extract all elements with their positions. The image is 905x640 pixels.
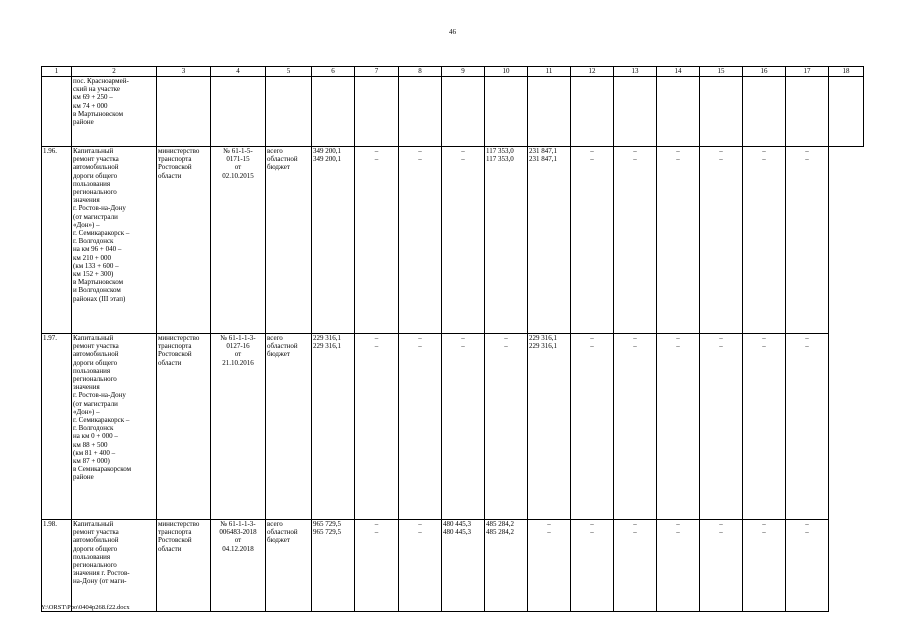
empty-value: – (461, 147, 465, 155)
column-number: 3 (157, 67, 211, 77)
amount-cell (312, 334, 355, 520)
amount-cell (442, 520, 485, 612)
empty-value: – (762, 147, 766, 155)
amount-cell (485, 147, 528, 334)
amount-value: 231 847,1 (529, 155, 557, 163)
amount-value: 480 445,3 (443, 528, 471, 536)
amount-cell (528, 147, 571, 334)
empty-value: – (676, 147, 680, 155)
empty-value: – (374, 334, 379, 342)
column-number: 18 (829, 67, 864, 77)
column-number: 14 (657, 67, 700, 77)
funding-source: областной бюджет (267, 342, 298, 359)
empty-value: – (633, 342, 637, 350)
column-number-row (42, 67, 864, 77)
amount-cell (657, 147, 700, 334)
amount-cell (786, 147, 829, 334)
amount-cell (355, 520, 399, 612)
document-number: № 61-1-1-3- 006483-2018 от 04.12.2018 (211, 520, 266, 612)
amount-cell (614, 334, 657, 520)
continuation-row (42, 77, 864, 147)
empty-value: – (805, 147, 809, 155)
amount-cell (786, 334, 829, 520)
amount-value: 485 284,2 (486, 528, 514, 536)
column-number: 1 (42, 67, 72, 77)
funding-source: областной бюджет (267, 155, 298, 172)
amount-cell (399, 147, 442, 334)
amount-cell (442, 147, 485, 334)
empty-value: – (374, 147, 379, 155)
column-number: 5 (266, 67, 312, 77)
amount-value: 480 445,3 (443, 520, 471, 528)
empty-value: – (374, 342, 379, 350)
customer: министерство транспорта Ростовской области (157, 147, 211, 334)
empty-value: – (676, 155, 680, 163)
customer: министерство транспорта Ростовской области (157, 334, 211, 520)
column-number: 11 (528, 67, 571, 77)
empty-value: – (418, 155, 422, 163)
empty-value: – (762, 520, 766, 528)
empty-value: – (719, 155, 723, 163)
empty-value: – (590, 334, 594, 342)
page-number: 46 (449, 28, 456, 36)
amount-cell (312, 147, 355, 334)
empty-value: – (590, 520, 594, 528)
column-number: 4 (211, 67, 266, 77)
amount-cell (571, 520, 614, 612)
amount-value: 231 847,1 (529, 147, 557, 155)
column-number: 12 (571, 67, 614, 77)
row-number: 1.98. (42, 520, 72, 612)
program-table (41, 66, 864, 612)
amount-value: 117 353,0 (486, 147, 514, 155)
amount-cell (399, 334, 442, 520)
empty-value: – (805, 334, 809, 342)
empty-value: – (633, 147, 637, 155)
empty-value: – (461, 342, 465, 350)
empty-value: – (633, 155, 637, 163)
amount-value: 229 316,1 (529, 342, 557, 350)
document-number: № 61-1-5- 0171-15 от 02.10.2015 (211, 147, 266, 334)
funding-source-cell (266, 147, 312, 334)
funding-source: всего (267, 334, 283, 342)
amount-cell (700, 147, 743, 334)
empty-value: – (762, 334, 766, 342)
row-number: 1.96. (42, 147, 72, 334)
empty-value: – (633, 528, 637, 536)
empty-value: – (590, 342, 594, 350)
column-number: 8 (399, 67, 442, 77)
empty-value: – (547, 520, 551, 528)
empty-value: – (504, 334, 508, 342)
column-number: 16 (743, 67, 786, 77)
empty-value: – (590, 528, 594, 536)
table-row (42, 334, 864, 520)
column-number: 9 (442, 67, 485, 77)
amount-value: 485 284,2 (486, 520, 514, 528)
amount-value: 349 200,1 (313, 155, 341, 163)
amount-value: 965 729,5 (313, 528, 341, 536)
empty-value: – (676, 520, 680, 528)
funding-source-cell (266, 520, 312, 612)
funding-source: областной бюджет (267, 528, 298, 545)
amount-cell (442, 334, 485, 520)
empty-value: – (719, 342, 723, 350)
empty-value: – (590, 155, 594, 163)
empty-value: – (676, 528, 680, 536)
column-number: 17 (786, 67, 829, 77)
empty-value: – (547, 528, 551, 536)
empty-value: – (719, 520, 723, 528)
amount-value: 229 316,1 (529, 334, 557, 342)
amount-cell (786, 520, 829, 612)
amount-cell (355, 147, 399, 334)
empty-value: – (374, 528, 379, 536)
empty-value: – (418, 342, 422, 350)
amount-cell (312, 520, 355, 612)
amount-value: 229 316,1 (313, 334, 341, 342)
amount-value: 349 200,1 (313, 147, 341, 155)
continuation-text: пос. Красноармей- ский на участке км 69 + 250 – км 74 + 000 в Мартыновском районе (72, 77, 157, 147)
funding-source: всего (267, 520, 283, 528)
empty-value: – (805, 155, 809, 163)
empty-value: – (374, 520, 379, 528)
amount-value: 229 316,1 (313, 342, 341, 350)
empty-value: – (461, 334, 465, 342)
amount-cell (700, 520, 743, 612)
table-row (42, 147, 864, 334)
empty-value: – (719, 334, 723, 342)
row-number: 1.97. (42, 334, 72, 520)
empty-value: – (762, 342, 766, 350)
empty-value: – (590, 147, 594, 155)
amount-cell (485, 520, 528, 612)
column-number: 6 (312, 67, 355, 77)
empty-value: – (418, 334, 422, 342)
object-name: Капитальный ремонт участка автомобильной дороги общего пользования регионального значения г. Ростов-на-Дону (от магистрали «Дон») – г. Семикаракорск – г. Волгодонск на км 96 + 040 – км 210 + 000 (км 133 + 600 – км 152 + 300) в Мартыновском и Волгодонском районах (III этап) (72, 147, 157, 334)
document-number: № 61-1-1-3- 0127-16 от 21.10.2016 (211, 334, 266, 520)
amount-cell (399, 520, 442, 612)
amount-cell (528, 334, 571, 520)
amount-cell (355, 334, 399, 520)
amount-cell (743, 334, 786, 520)
amount-cell (657, 520, 700, 612)
table-row (42, 520, 864, 612)
column-number: 2 (72, 67, 157, 77)
empty-value: – (418, 528, 422, 536)
empty-value: – (805, 528, 809, 536)
amount-cell (614, 147, 657, 334)
empty-value: – (805, 342, 809, 350)
amount-cell (700, 334, 743, 520)
amount-value: 965 729,5 (313, 520, 341, 528)
amount-cell (485, 334, 528, 520)
funding-source-cell (266, 334, 312, 520)
amount-cell (528, 520, 571, 612)
column-number: 15 (700, 67, 743, 77)
amount-cell (614, 520, 657, 612)
empty-value: – (633, 334, 637, 342)
object-name: Капитальный ремонт участка автомобильной дороги общего пользования регионального значения г. Ростов- на-Дону (от маги- (72, 520, 157, 612)
amount-cell (571, 147, 614, 334)
footer-file-path: Y:\ORST\Ppo\0404p268.f22.docx (41, 604, 130, 611)
object-name: Капитальный ремонт участка автомобильной дороги общего пользования регионального значения г. Ростов-на-Дону (от магистрали «Дон») – г. Семикаракорск – г. Волгодонск на км 0 + 000 – км 88 + 500 (км 81 + 400 – км 87 + 000) в Семикаракорском районе (72, 334, 157, 520)
empty-value: – (719, 147, 723, 155)
column-number: 10 (485, 67, 528, 77)
amount-cell (657, 334, 700, 520)
empty-value: – (418, 520, 422, 528)
empty-value: – (418, 147, 422, 155)
amount-cell (743, 147, 786, 334)
column-number: 7 (355, 67, 399, 77)
empty-value: – (461, 155, 465, 163)
empty-value: – (805, 520, 809, 528)
amount-cell (743, 520, 786, 612)
empty-value: – (676, 334, 680, 342)
empty-value: – (676, 342, 680, 350)
empty-value: – (504, 342, 508, 350)
amount-value: 117 353,0 (486, 155, 514, 163)
empty-value: – (762, 528, 766, 536)
empty-value: – (633, 520, 637, 528)
column-number: 13 (614, 67, 657, 77)
amount-cell (571, 334, 614, 520)
customer: министерство транспорта Ростовской области (157, 520, 211, 612)
empty-value: – (719, 528, 723, 536)
empty-value: – (374, 155, 379, 163)
funding-source: всего (267, 147, 283, 155)
empty-value: – (762, 155, 766, 163)
